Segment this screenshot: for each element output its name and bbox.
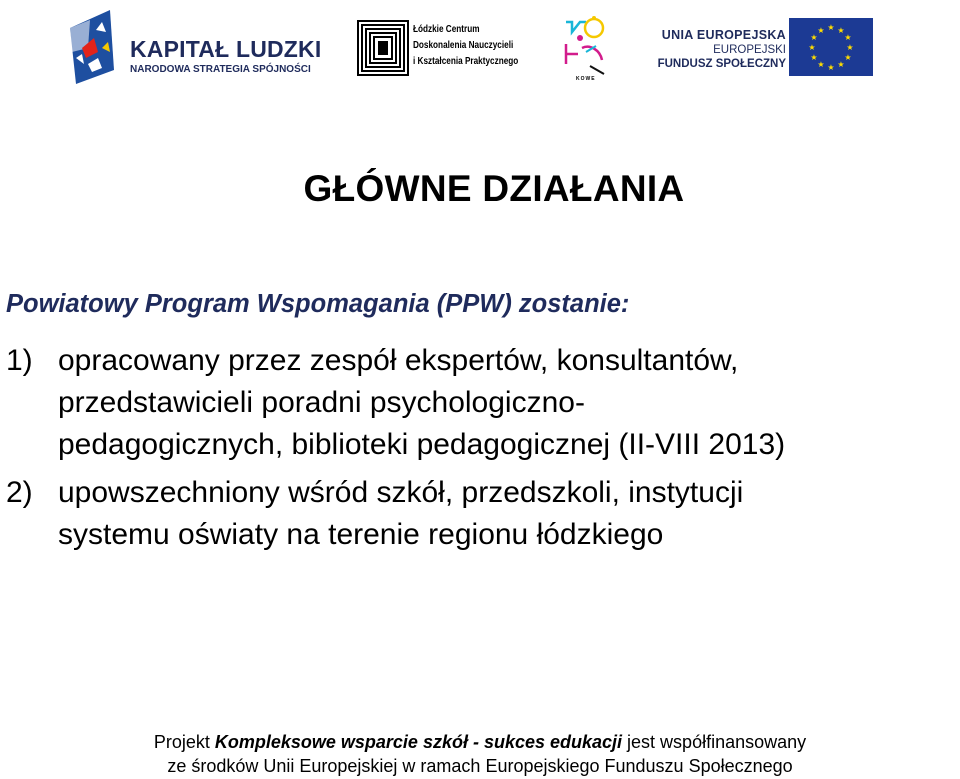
ldz-centrum-logo	[357, 20, 519, 76]
list-line: upowszechniony wśród szkół, przedszkoli, instytucji	[58, 476, 744, 509]
eu-line-3: FUNDUSZ SPOŁECZNY	[657, 58, 786, 70]
svg-text:★: ★	[810, 33, 818, 42]
footer	[0, 730, 960, 778]
svg-text:★: ★	[817, 26, 825, 35]
svg-text:★: ★	[810, 53, 818, 62]
kompleksowe-caption: KOWE	[576, 76, 596, 82]
intro-heading: Powiatowy Program Wspomagania (PPW) zostanie:	[6, 290, 630, 318]
ldz-line-1: Łódzkie Centrum	[413, 24, 480, 35]
project-name: Kompleksowe wsparcie szkół - sukces edukacji	[214, 732, 623, 752]
kapital-ludzki-subtitle: NARODOWA STRATEGIA SPÓJNOŚCI	[130, 64, 311, 75]
footer-line-1	[0, 730, 960, 754]
svg-text:★: ★	[844, 53, 852, 62]
page-title: GŁÓWNE DZIAŁANIA	[303, 168, 685, 209]
eu-line-2: EUROPEJSKI	[713, 44, 786, 56]
ldz-line-2: Doskonalenia Nauczycieli	[413, 40, 514, 51]
kapital-ludzki-icon	[68, 8, 128, 88]
list-item	[6, 472, 960, 556]
eu-line-1: UNIA EUROPEJSKA	[661, 28, 786, 42]
list-number: 2)	[6, 476, 33, 509]
list-line: przedstawicieli poradni psychologiczno-	[58, 386, 585, 419]
svg-text:★: ★	[844, 33, 852, 42]
actions-list	[6, 340, 960, 556]
eu-flag-icon	[789, 18, 873, 76]
svg-text:★: ★	[846, 43, 854, 52]
kompleksowe-logo	[560, 14, 612, 84]
svg-text:★: ★	[837, 60, 845, 69]
list-item	[6, 340, 960, 466]
svg-text:★: ★	[808, 43, 816, 52]
footer-suffix: jest współfinansowany	[622, 732, 807, 752]
footer-prefix: Projekt	[153, 732, 215, 752]
svg-text:★: ★	[827, 63, 835, 72]
kapital-ludzki-title: KAPITAŁ LUDZKI	[130, 36, 322, 62]
kapital-ludzki-logo	[68, 8, 328, 88]
eu-logo	[657, 18, 878, 80]
ldz-centrum-icon	[357, 20, 409, 76]
svg-text:★: ★	[817, 60, 825, 69]
svg-text:★: ★	[827, 23, 835, 32]
list-line: opracowany przez zespół ekspertów, konsultantów,	[58, 344, 739, 377]
ldz-line-3: i Kształcenia Praktycznego	[413, 56, 519, 67]
svg-text:★: ★	[837, 26, 845, 35]
logo-strip	[0, 0, 960, 96]
kompleksowe-icon	[560, 14, 612, 84]
footer-line-2: ze środków Unii Europejskiej w ramach Europejskiego Funduszu Społecznego	[167, 756, 793, 776]
list-number: 1)	[6, 344, 33, 377]
list-line: pedagogicznych, biblioteki pedagogicznej (II-VIII 2013)	[58, 428, 786, 461]
list-line: systemu oświaty na terenie regionu łódzkiego	[58, 518, 664, 551]
